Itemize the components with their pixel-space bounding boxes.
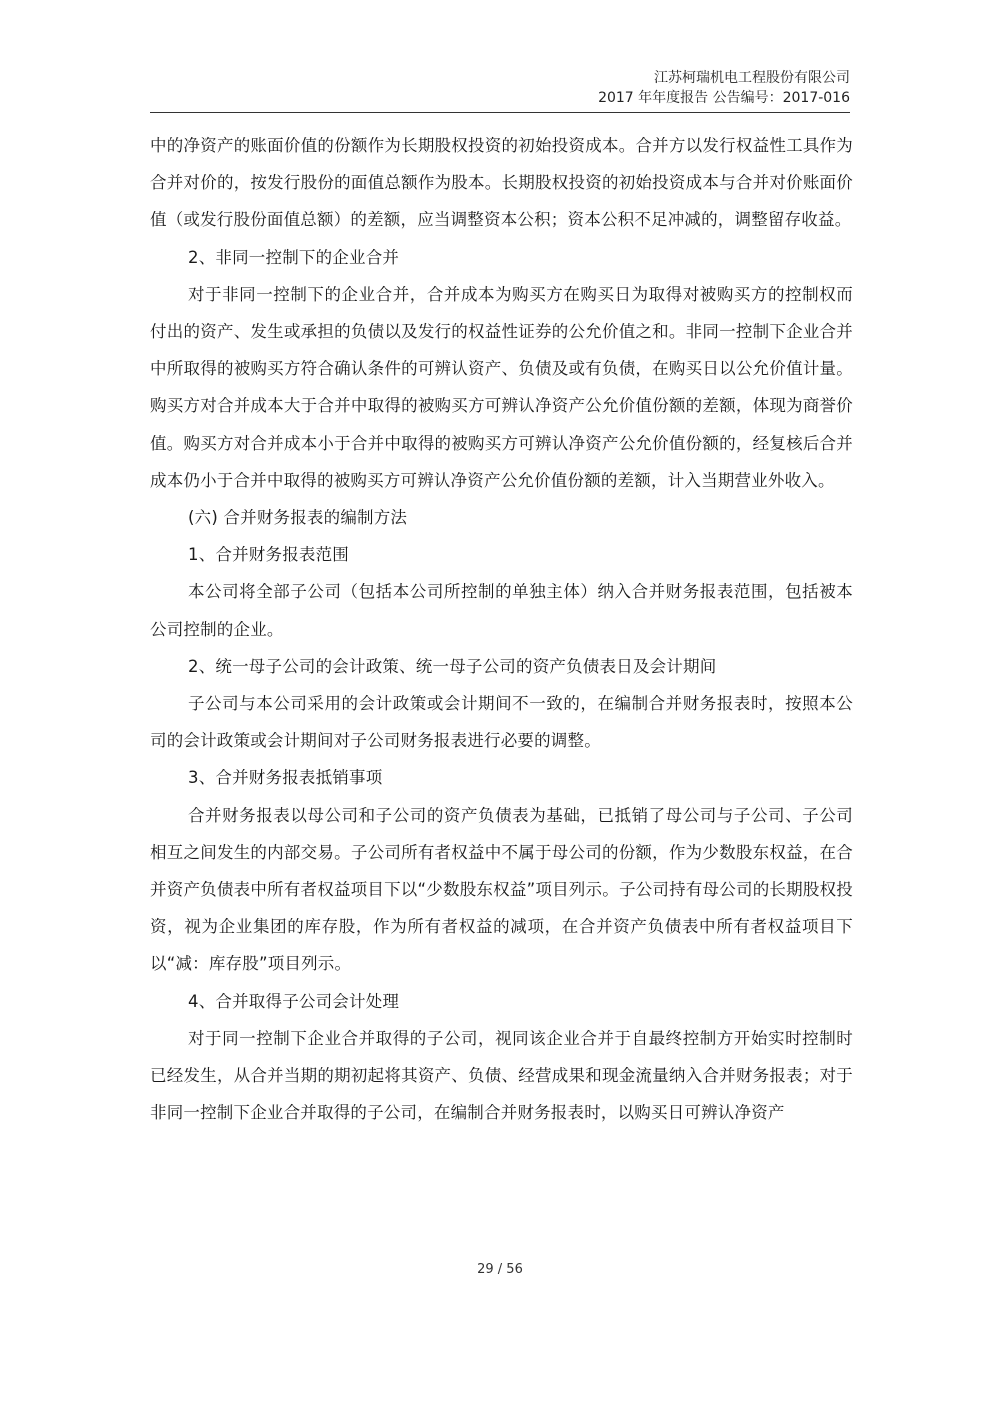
company-name: 江苏柯瑞机电工程股份有限公司 xyxy=(654,70,850,86)
section-heading-consolidation-scope: 1、合并财务报表范围 xyxy=(188,545,349,565)
section-heading-consolidation-method: (六) 合并财务报表的编制方法 xyxy=(188,508,408,528)
paragraph-offset-items: 合并财务报表以母公司和子公司的资产负债表为基础，已抵销了母公司与子公司、子公司相互之间发生的内部交易。子公司所有者权益中不属于母公司的份额，作为少数股东权益，在合并资产负债表中所有者权益项目下以“少数股东权益”项目列示。子公司持有母公司的长期股权投资，视为企业集团的库存股，作为所有者权益的减项，在合并资产负债表中所有者权益项目下以“减：库存股”项目列示。 xyxy=(150,805,853,974)
paragraph-continuation: 中的净资产的账面价值的份额作为长期股权投资的初始投资成本。合并方以发行权益性工具作为合并对价的，按发行股份的面值总额作为股本。长期股权投资的初始投资成本与合并对价账面价值（或发行股份面值总额）的差额，应当调整资本公积；资本公积不足冲减的，调整留存收益。 xyxy=(150,136,853,230)
document-body xyxy=(150,127,853,1131)
report-title: 2017 年年度报告 公告编号：2017-016 xyxy=(598,90,850,106)
page-header xyxy=(150,68,850,108)
section-heading-unify-policies: 2、统一母子公司的会计政策、统一母子公司的资产负债表日及会计期间 xyxy=(188,656,717,676)
paragraph-unify-policies: 子公司与本公司采用的会计政策或会计期间不一致的，在编制合并财务报表时，按照本公司的会计政策或会计期间对子公司财务报表进行必要的调整。 xyxy=(150,694,853,751)
page-number: 29 / 56 xyxy=(477,1262,523,1277)
paragraph-consolidation-scope: 本公司将全部子公司（包括本公司所控制的单独主体）纳入合并财务报表范围，包括被本公司控制的企业。 xyxy=(150,582,853,639)
section-heading-offset-items: 3、合并财务报表抵销事项 xyxy=(188,768,383,788)
section-heading-acquired-subsidiaries: 4、合并取得子公司会计处理 xyxy=(188,991,400,1011)
section-heading-non-same-control: 2、非同一控制下的企业合并 xyxy=(188,247,400,267)
paragraph-acquired-subsidiaries: 对于同一控制下企业合并取得的子公司，视同该企业合并于自最终控制方开始实时控制时已经发生，从合并当期的期初起将其资产、负债、经营成果和现金流量纳入合并财务报表；对于非同一控制下企业合并取得的子公司，在编制合并财务报表时，以购买日可辨认净资产 xyxy=(150,1028,853,1123)
paragraph-non-same-control: 对于非同一控制下的企业合并，合并成本为购买方在购买日为取得对被购买方的控制权而付出的资产、发生或承担的负债以及发行的权益性证券的公允价值之和。非同一控制下企业合并中所取得的被购买方符合确认条件的可辨认资产、负债及或有负债，在购买日以公允价值计量。购买方对合并成本大于合并中取得的被购买方可辨认净资产公允价值份额的差额，体现为商誉价值。购买方对合并成本小于合并中取得的被购买方可辨认净资产公允价值份额的，经复核后合并成本仍小于合并中取得的被购买方可辨认净资产公允价值份额的差额，计入当期营业外收入。 xyxy=(150,284,853,490)
header-divider xyxy=(150,112,850,113)
